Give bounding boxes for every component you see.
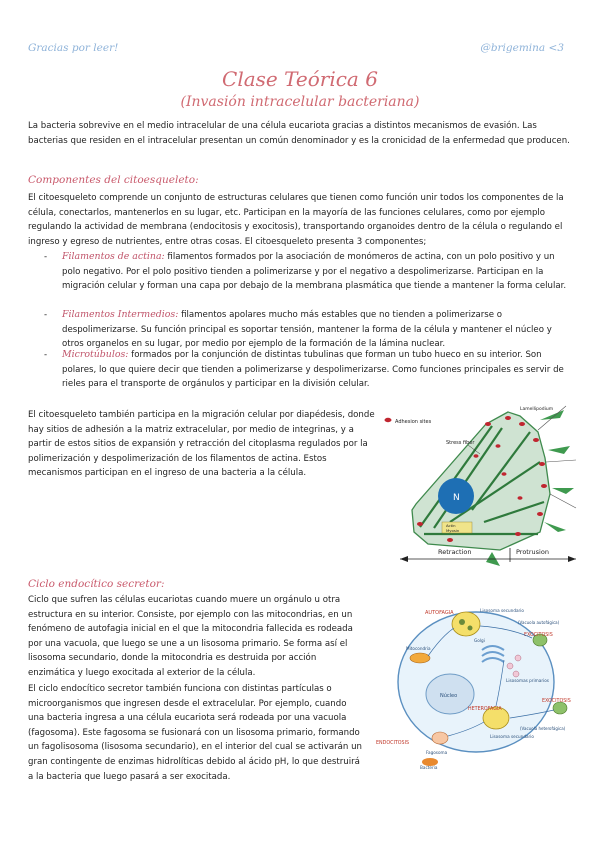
exocitosis-2-label: EXOCITOSIS <box>542 699 571 704</box>
bullet-text: filamentos apolares mucho más estables que no tienden a polimerizarse o despolimerizarse. Su función principal es soportar tensión, mantener la forma de la célula y mantener el núcleo y otros organelos en su lugar, por medio por ejemplo de la formación de la lámina nuclear. <box>62 310 552 350</box>
autophagic-vacuole <box>452 612 480 636</box>
bullet-dash: - <box>44 350 48 360</box>
migration-paragraph: El citoesqueleto también participa en la migración celular por diapédesis, donde hay sitios de adhesión a la matriz extracelular, por medio de integrinas, y a partir de estos sitios de expansión y retracción del citoplasma regulados por la polimerización y despolimerización de los filamentos de actina. Estos mecanismos participan en el ingreso de una bacteria a la célula. <box>28 410 375 479</box>
bullet-intermediate-filaments <box>44 308 568 352</box>
bullet-dash: - <box>44 252 48 262</box>
intro-paragraph: La bacteria sobrevive en el medio intracelular de una célula eucariota gracias a distintos mecanismos de evasión. Las bacterias que residen en el intracelular presentan un común denominador y es la cronicidad de la enfermedad que producen. <box>28 121 570 146</box>
bullet-term: Filamentos de actina: <box>62 251 165 262</box>
lisosoma-secundario-label: Lisosoma secundario <box>480 608 524 613</box>
cell-migration-diagram <box>380 402 580 570</box>
lamellipodium-label: Lamellipodium <box>520 407 554 412</box>
lisosoma-secundario-2-label: Lisosoma secundario <box>490 734 534 739</box>
bullet-term: Microtúbulos: <box>62 349 129 360</box>
vacuola-heterofagica-label: (Vacuola heterofágica) <box>520 726 566 731</box>
ciclo-paragraph-1: Ciclo que sufren las células eucariotas cuando muere un orgánulo u otra estructura en su interior. Consiste, por ejemplo con las mitocondrias, en un fenómeno de autofagia inicial en el que la mitocondria fallecida es rodeada por una vacuola, que luego se une a un lisosoma primario. Se forma así el lisosoma secundario, donde la mitocondria es destruida por acción enzimática y luego exocitada al exterior de la célula. <box>28 595 353 678</box>
heterofagia-label: HETEROFAGIA <box>468 707 502 712</box>
header-left-note: Gracias por leer! <box>28 42 119 54</box>
fagosoma-label: Fagosoma <box>426 750 448 755</box>
myosin-label: Myosin <box>446 528 460 533</box>
header-author-handle: @brigemina <3 <box>480 42 564 54</box>
page-title: Clase Teórica 6 <box>222 67 378 91</box>
protrusion-label: Protrusion <box>516 548 549 556</box>
mitochondria <box>410 653 430 663</box>
bullet-dash: - <box>44 310 48 320</box>
nucleus-label: N <box>453 493 460 503</box>
bullet-text: filamentos formados por la asociación de monómeros de actina, con un polo positivo y un polo negativo. Por el polo positivo tienden a polimerizarse y por el negativo a despolimerizarse. Participan en la migración celular y forman una capa por debajo de la membrana plasmática que tiende a mantener la forma celular. <box>62 252 567 292</box>
exocitosis-label: EXOCITOSIS <box>524 633 553 638</box>
golgi-label: Golgi <box>474 638 485 643</box>
section-heading-citoesqueleto: Componentes del citoesqueleto: <box>28 174 199 186</box>
nucleo-label: Núcleo <box>440 693 458 699</box>
actin-label: Actin <box>446 523 456 528</box>
adhesion-label: Adhesion sites <box>395 419 432 425</box>
autofagia-label: AUTOFAGIA <box>425 610 454 616</box>
ciclo-paragraph-2: El ciclo endocítico secretor también funciona con distintas partículas o microorganismos que ingresen desde el extracelular. Por ejemplo, cuando una bacteria ingresa a una célula eucariota será rodeada por una vacuola (fagosoma). Este fagosoma se fusionará con un lisosoma primario, formando un fagolisosoma (lisosoma secundario), en el interior del cual se activarán un gran contingente de enzimas hidrolíticas debido al ácido pH, lo que destruirá a la bacteria que luego pasará a ser exocitada. <box>28 684 363 782</box>
citoesqueleto-paragraph: El citoesqueleto comprende un conjunto de estructuras celulares que tienen como función unir todos los componentes de la célula, conectarlos, mantenerlos en su lugar, etc. Participan en la mayoría de las funciones celulares, como por ejemplo regulando la actividad de membrana (endocitosis y exocitosis), transportando organoides dentro de la célula o regulando el ingreso y egreso de nutrientes, entre otras cosas. El citoesqueleto presenta 3 componentes; <box>28 193 564 247</box>
bacteria-label: Bacteria <box>420 765 438 770</box>
lisosomas-primarios-label: Lisosomas primarios <box>506 678 549 683</box>
phagosome <box>432 732 448 744</box>
retraction-label: Retraction <box>438 548 472 556</box>
endocytic-cycle-diagram <box>370 598 586 770</box>
bullet-actin <box>44 250 568 294</box>
bullet-microtubules <box>44 348 568 392</box>
stress-fiber-label: Stress fiber <box>446 440 475 446</box>
bullet-text: formados por la conjunción de distintas tubulinas que forman un tubo hueco en su interior. Son polares, lo que quiere decir que tienden a polimerizarse y despolimerizarse. Como funciones principales es servir de rieles para el transporte de orgánulos y participar en la división celular. <box>62 350 564 390</box>
bullet-term: Filamentos Intermedios: <box>62 309 179 320</box>
endocitosis-label: ENDOCITOSIS <box>376 741 410 746</box>
mitocondria-label: Mitocondria <box>406 646 431 651</box>
page-subtitle: (Invasión intracelular bacteriana) <box>180 94 420 110</box>
vacuola-autofagica-label: (Vacuola autofágica) <box>518 620 560 625</box>
section-heading-ciclo-endocitico: Ciclo endocítico secretor: <box>28 578 165 590</box>
